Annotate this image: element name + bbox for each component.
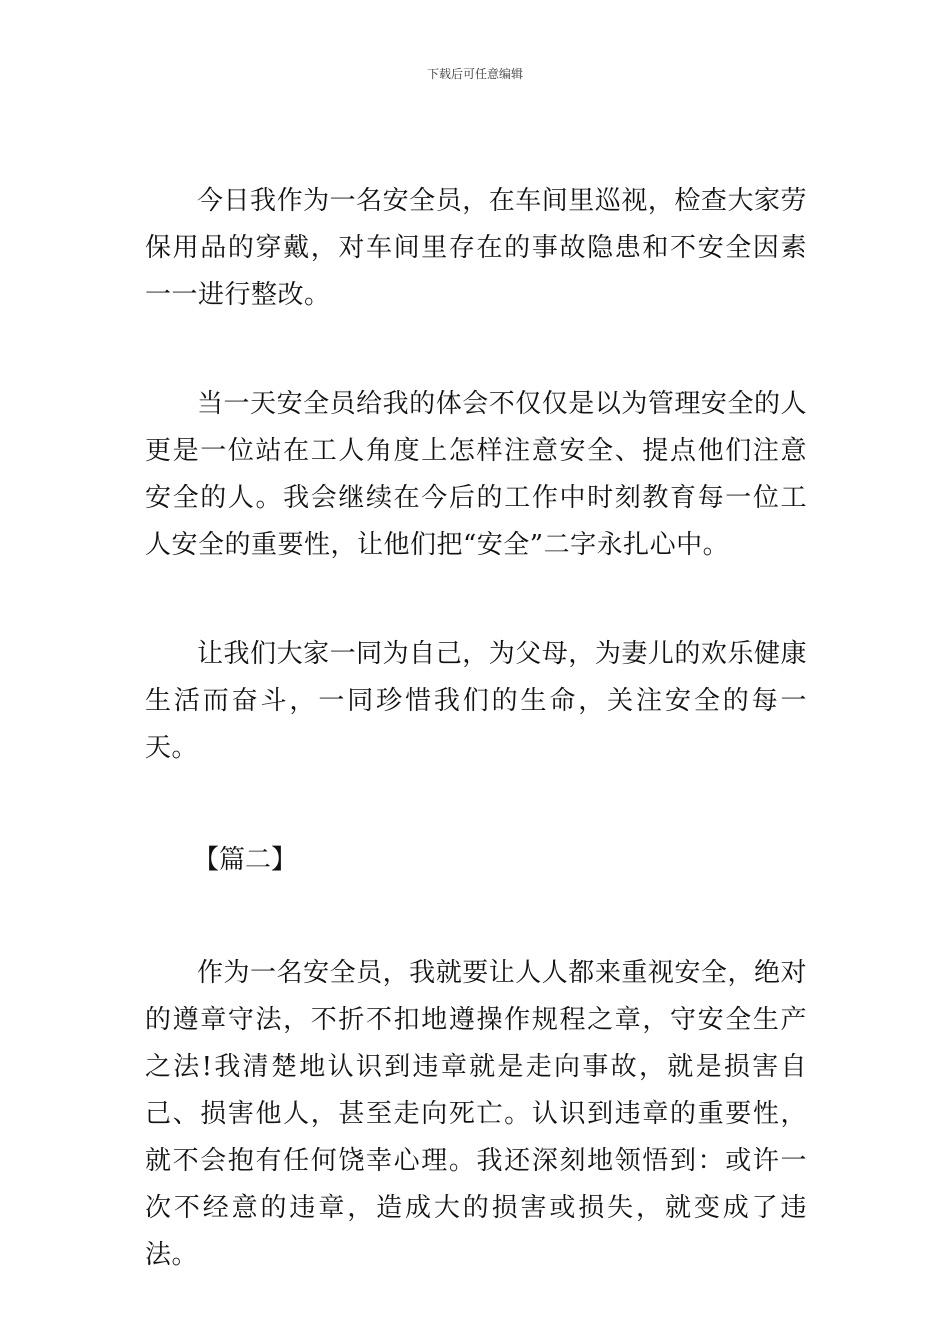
section-paragraph-1: 作为一名安全员，我就要让人人都来重视安全，绝对的遵章守法，不折不扣地遵操作规程之章，守安全生产之法!我清楚地认识到违章就是走向事故，就是损害自己、损害他人，甚至走向死亡。认识到违章的重要性，就不会抱有任何饶幸心理。我还深刻地领悟到：或许一次不经意的违章，造成大的损害或损失，就变成了违法。 [145, 958, 807, 1270]
paragraph-1: 今日我作为一名安全员，在车间里巡视，检查大家劳保用品的穿戴，对车间里存在的事故隐患和不安全因素一一进行整改。 [145, 186, 807, 310]
document-body [145, 178, 807, 1279]
section-heading: 【篇二】 [193, 845, 298, 875]
paragraph-3: 让我们大家一同为自己，为父母，为妻儿的欢乐健康生活而奋斗，一同珍惜我们的生命，关注安全的每一天。 [145, 639, 807, 763]
page-header-note: 下载后可任意编辑 [426, 67, 523, 81]
paragraph-2: 当一天安全员给我的体会不仅仅是以为管理安全的人更是一位站在工人角度上怎样注意安全、提点他们注意安全的人。我会继续在今后的工作中时刻教育每一位工人安全的重要性，让他们把“安全”二字永扎心中。 [145, 389, 807, 560]
